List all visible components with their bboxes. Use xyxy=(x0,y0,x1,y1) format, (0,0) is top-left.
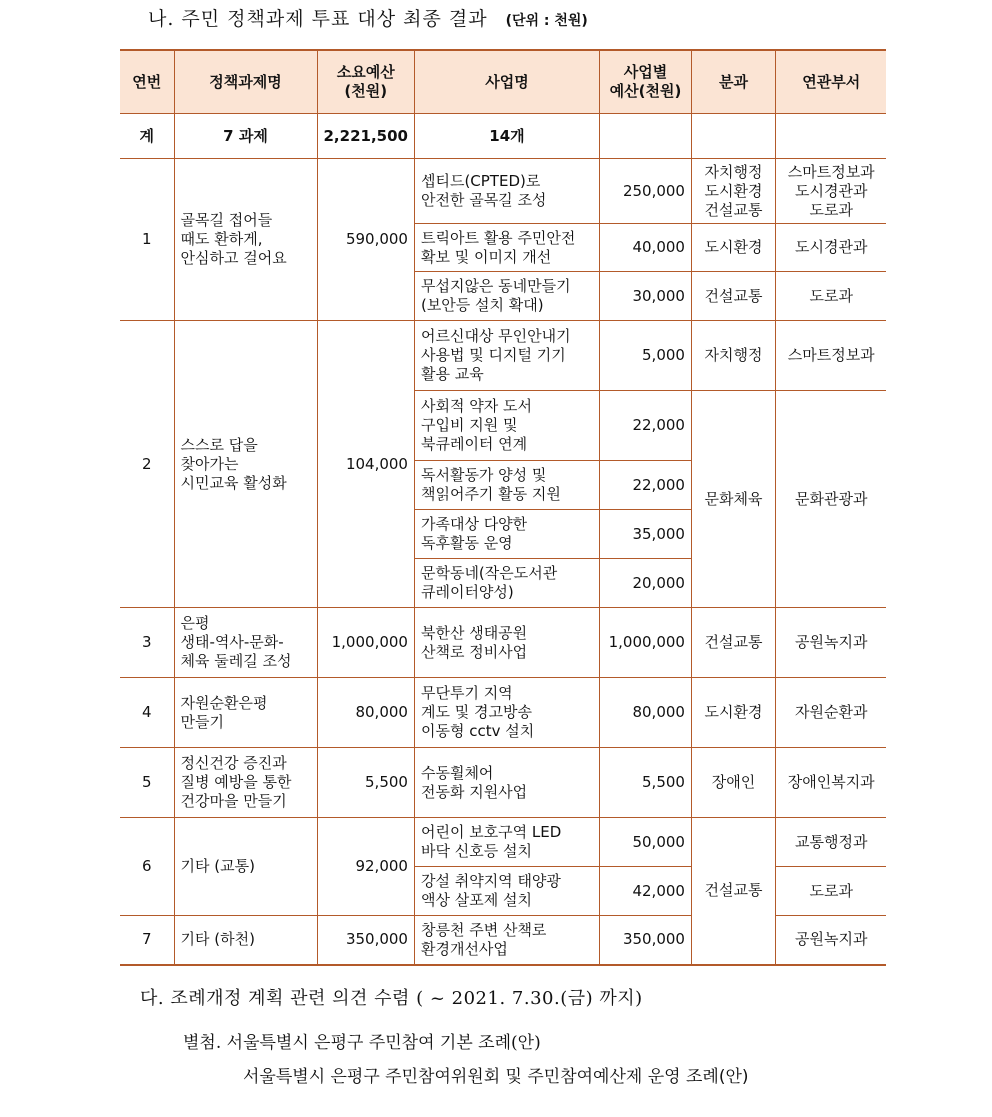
project-budget: 350,000 xyxy=(599,916,691,965)
table-row xyxy=(120,818,886,867)
project-name: 트릭아트 활용 주민안전 확보 및 이미지 개선 xyxy=(414,224,599,272)
task-budget: 1,000,000 xyxy=(317,608,414,678)
task-budget: 590,000 xyxy=(317,159,414,321)
related-dept: 스마트정보과 xyxy=(775,321,886,391)
project-name: 가족대상 다양한 독후활동 운영 xyxy=(414,510,599,559)
table-row xyxy=(120,159,886,224)
task-name: 자원순환은평 만들기 xyxy=(174,678,317,748)
related-dept: 도로과 xyxy=(775,272,886,321)
task-budget: 5,500 xyxy=(317,748,414,818)
project-budget: 35,000 xyxy=(599,510,691,559)
related-dept: 공원녹지과 xyxy=(775,916,886,965)
task-budget: 92,000 xyxy=(317,818,414,916)
task-no: 7 xyxy=(120,916,174,965)
total-tasks: 7 과제 xyxy=(174,114,317,159)
task-no: 1 xyxy=(120,159,174,321)
division: 장애인 xyxy=(691,748,775,818)
project-budget: 20,000 xyxy=(599,559,691,608)
task-name: 골목길 접어들 때도 환하게, 안심하고 걸어요 xyxy=(174,159,317,321)
header-project-budget: 사업별 예산(천원) xyxy=(599,50,691,114)
project-budget: 80,000 xyxy=(599,678,691,748)
task-name: 은평 생태-역사-문화- 체육 둘레길 조성 xyxy=(174,608,317,678)
project-budget: 42,000 xyxy=(599,867,691,916)
table-row xyxy=(120,608,886,678)
division: 건설교통 xyxy=(691,272,775,321)
project-name: 어르신대상 무인안내기 사용법 및 디지털 기기 활용 교육 xyxy=(414,321,599,391)
total-label: 계 xyxy=(120,114,174,159)
project-name: 강설 취약지역 태양광 액상 살포제 설치 xyxy=(414,867,599,916)
header-project-name: 사업명 xyxy=(414,50,599,114)
total-row xyxy=(120,114,886,159)
division: 자치행정 xyxy=(691,321,775,391)
project-budget: 30,000 xyxy=(599,272,691,321)
project-budget: 5,500 xyxy=(599,748,691,818)
table-row xyxy=(120,321,886,391)
project-budget: 40,000 xyxy=(599,224,691,272)
project-name: 북한산 생태공원 산책로 정비사업 xyxy=(414,608,599,678)
related-dept: 도시경관과 xyxy=(775,224,886,272)
project-name: 문학동네(작은도서관 큐레이터양성) xyxy=(414,559,599,608)
project-budget: 1,000,000 xyxy=(599,608,691,678)
project-name: 창릉천 주변 산책로 환경개선사업 xyxy=(414,916,599,965)
attachment-1: 별첨. 서울특별시 은평구 주민참여 기본 조례(안) xyxy=(183,1033,541,1053)
related-dept: 공원녹지과 xyxy=(775,608,886,678)
total-projects: 14개 xyxy=(414,114,599,159)
project-name: 독서활동가 양성 및 책읽어주기 활동 지원 xyxy=(414,461,599,510)
related-dept: 교통행정과 xyxy=(775,818,886,867)
related-dept: 스마트정보과 도시경관과 도로과 xyxy=(775,159,886,224)
task-name: 스스로 답을 찾아가는 시민교육 활성화 xyxy=(174,321,317,608)
policy-results-table xyxy=(120,49,886,966)
table-row xyxy=(120,678,886,748)
division: 건설교통 xyxy=(691,608,775,678)
related-dept: 장애인복지과 xyxy=(775,748,886,818)
total-empty xyxy=(599,114,691,159)
task-budget: 350,000 xyxy=(317,916,414,965)
task-budget: 80,000 xyxy=(317,678,414,748)
project-budget: 5,000 xyxy=(599,321,691,391)
total-empty xyxy=(691,114,775,159)
division: 건설교통 xyxy=(691,818,775,965)
division: 문화체육 xyxy=(691,391,775,608)
project-budget: 250,000 xyxy=(599,159,691,224)
header-budget: 소요예산 (천원) xyxy=(317,50,414,114)
task-budget: 104,000 xyxy=(317,321,414,608)
header-task-name: 정책과제명 xyxy=(174,50,317,114)
project-name: 어린이 보호구역 LED 바닥 신호등 설치 xyxy=(414,818,599,867)
task-no: 5 xyxy=(120,748,174,818)
section2-heading: 다. 조례개정 계획 관련 의견 수렴 ( ~ 2021. 7.30.(금) 까지) xyxy=(140,988,643,1009)
related-dept: 도로과 xyxy=(775,867,886,916)
division: 도시환경 xyxy=(691,224,775,272)
project-name: 셉티드(CPTED)로 안전한 골목길 조성 xyxy=(414,159,599,224)
section-title: 나. 주민 정책과제 투표 대상 최종 결과 xyxy=(148,8,488,30)
unit-note: (단위 : 천원) xyxy=(505,13,588,29)
project-name: 사회적 약자 도서 구입비 지원 및 북큐레이터 연계 xyxy=(414,391,599,461)
task-name: 정신건강 증진과 질병 예방을 통한 건강마을 만들기 xyxy=(174,748,317,818)
project-name: 무단투기 지역 계도 및 경고방송 이동형 cctv 설치 xyxy=(414,678,599,748)
table-row xyxy=(120,748,886,818)
task-name: 기타 (하천) xyxy=(174,916,317,965)
section-heading xyxy=(148,4,588,31)
task-no: 3 xyxy=(120,608,174,678)
header-dept: 연관부서 xyxy=(775,50,886,114)
task-no: 4 xyxy=(120,678,174,748)
task-no: 2 xyxy=(120,321,174,608)
header-division: 분과 xyxy=(691,50,775,114)
project-name: 수동휠체어 전동화 지원사업 xyxy=(414,748,599,818)
division: 도시환경 xyxy=(691,678,775,748)
project-name: 무섭지않은 동네만들기 (보안등 설치 확대) xyxy=(414,272,599,321)
table-header-row xyxy=(120,50,886,114)
table-body xyxy=(120,114,886,965)
project-budget: 50,000 xyxy=(599,818,691,867)
header-no: 연번 xyxy=(120,50,174,114)
task-name: 기타 (교통) xyxy=(174,818,317,916)
total-empty xyxy=(775,114,886,159)
task-no: 6 xyxy=(120,818,174,916)
project-budget: 22,000 xyxy=(599,391,691,461)
related-dept: 자원순환과 xyxy=(775,678,886,748)
division: 자치행정 도시환경 건설교통 xyxy=(691,159,775,224)
project-budget: 22,000 xyxy=(599,461,691,510)
attachment-2: 서울특별시 은평구 주민참여위원회 및 주민참여예산제 운영 조례(안) xyxy=(243,1067,749,1087)
related-dept: 문화관광과 xyxy=(775,391,886,608)
total-budget: 2,221,500 xyxy=(317,114,414,159)
